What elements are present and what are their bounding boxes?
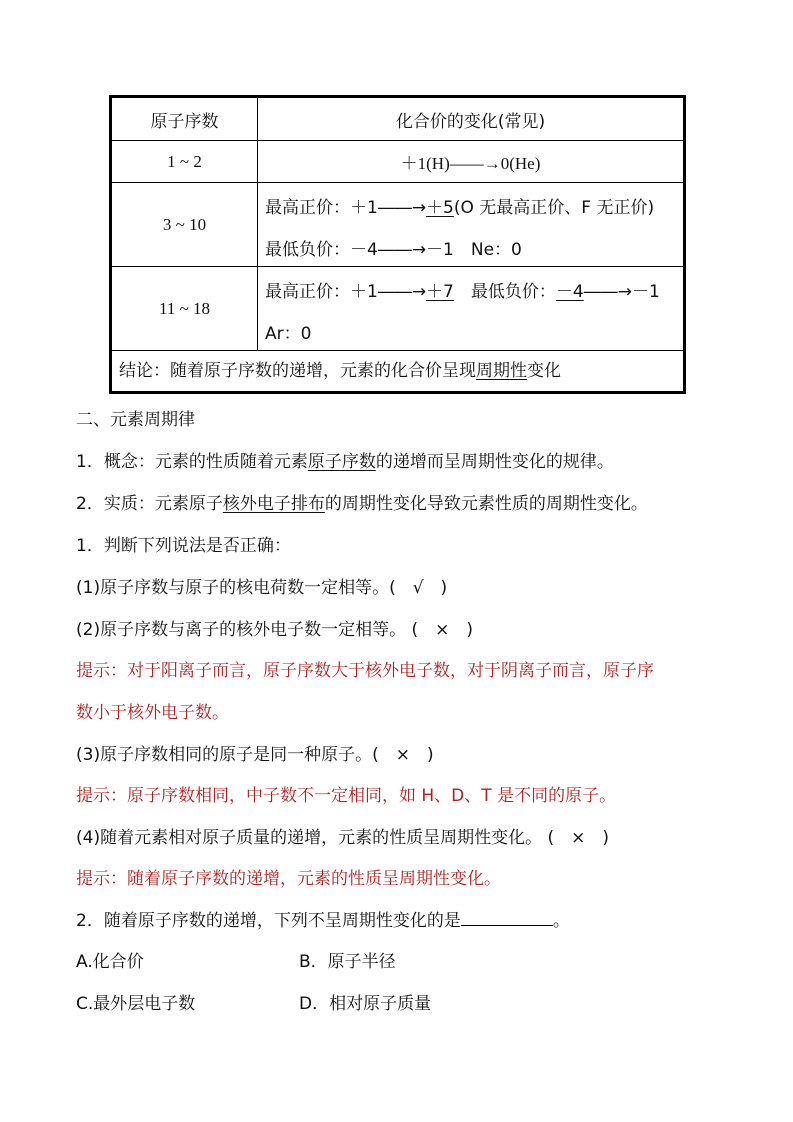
option-a: A.化合价 xyxy=(76,952,144,972)
concept-line: 1．概念：元素的性质随着元素原子序数的递增而呈周期性变化的规律。 xyxy=(76,452,614,472)
row-valence xyxy=(258,183,683,266)
row-range: 11 ~ 18 xyxy=(112,267,258,350)
row-valence-line: 最低负价：－4――→－1 Ne：0 xyxy=(265,240,522,260)
question-1-item: (2)原子序数与离子的核外电子数一定相等。 ( × ) xyxy=(76,620,473,640)
hint-line: 提示：对于阳离子而言，原子序数大于核外电子数，对于阴离子而言，原子序 xyxy=(76,661,654,681)
question-1-item: (1)原子序数与原子的核电荷数一定相等。( √ ) xyxy=(76,578,448,598)
table-conclusion: 结论：随着原子序数的递增，元素的化合价呈现周期性变化 xyxy=(119,361,561,381)
question-1-stem: 1．判断下列说法是否正确： xyxy=(76,536,291,556)
row-valence xyxy=(258,267,683,350)
table-header-row xyxy=(112,98,683,141)
table-row xyxy=(112,267,683,351)
row-valence-line: 最高正价：＋1――→＋5(O 无最高正价、F 无正价) xyxy=(265,198,655,218)
hint-line: 提示：原子序数相同，中子数不一定相同，如 H、D、T 是不同的原子。 xyxy=(76,786,617,806)
row-range: 1 ~ 2 xyxy=(112,141,258,182)
question-2-stem: 2．随着原子序数的递增，下列不呈周期性变化的是 。 xyxy=(76,911,570,931)
option-c: C.最外层电子数 xyxy=(76,994,196,1014)
row-range: 3 ~ 10 xyxy=(112,183,258,266)
question-1-item: (3)原子序数相同的原子是同一种原子。( × ) xyxy=(76,745,434,765)
row-valence-line: Ar：0 xyxy=(265,324,312,344)
section-title: 二、元素周期律 xyxy=(76,410,195,430)
table-row xyxy=(112,183,683,267)
hint-line: 数小于核外电子数。 xyxy=(76,703,229,723)
row-valence: ＋1(H)――→0(He) xyxy=(400,154,541,173)
table-row xyxy=(112,141,683,183)
hint-line: 提示：随着原子序数的递增，元素的性质呈周期性变化。 xyxy=(76,869,501,889)
row-valence-line: 最高正价：＋1――→＋7 最低负价：－4――→－1 xyxy=(265,282,660,302)
header-atomic-number: 原子序数 xyxy=(112,98,258,140)
valence-table xyxy=(109,95,686,394)
option-d: D．相对原子质量 xyxy=(299,994,432,1014)
option-b: B．原子半径 xyxy=(299,952,396,972)
header-valence-change: 化合价的变化(常见) xyxy=(395,111,546,132)
answer-blank[interactable] xyxy=(461,909,553,926)
essence-line: 2．实质：元素原子核外电子排布的周期性变化导致元素性质的周期性变化。 xyxy=(76,494,648,514)
question-1-item: (4)随着元素相对原子质量的递增，元素的性质呈周期性变化。 ( × ) xyxy=(76,828,609,848)
